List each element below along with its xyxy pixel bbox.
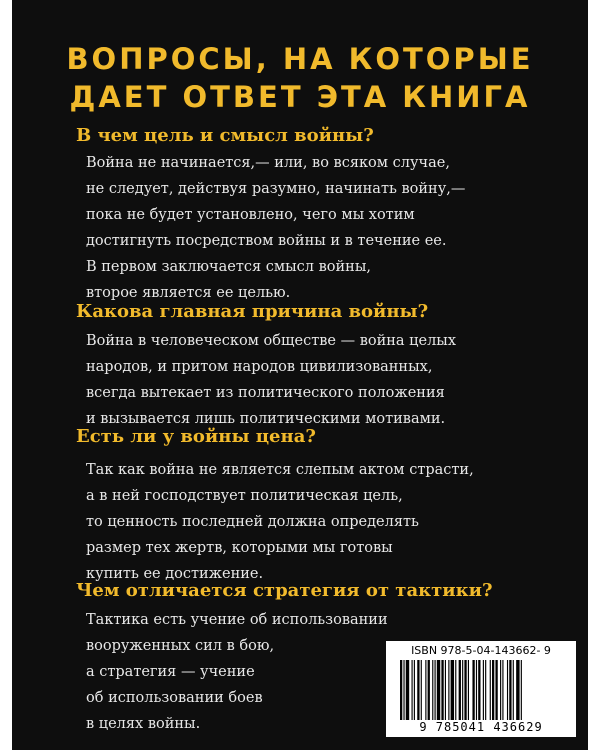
barcode-bar	[441, 660, 443, 720]
barcode-bar	[445, 660, 446, 720]
barcode-bar	[432, 660, 433, 720]
question-heading-3: Есть ли у войны цена?	[76, 426, 316, 447]
answer-block-2	[86, 328, 456, 432]
answer-line: вооруженных сил в бою,	[86, 638, 275, 654]
barcode-bar	[448, 660, 449, 720]
cover-title	[12, 40, 588, 116]
title-line-2: ДАЕТ ОТВЕТ ЭТА КНИГА	[69, 80, 531, 114]
barcode-bar	[516, 660, 519, 720]
barcode-bar	[437, 660, 440, 720]
question-heading-1: В чем цель и смысл войны?	[76, 125, 374, 146]
answer-line: пока не будет установлено, чего мы хотим	[86, 207, 415, 223]
barcode-bar	[428, 660, 430, 720]
question-heading-2: Какова главная причина войны?	[76, 301, 429, 322]
barcode-bar	[502, 660, 503, 720]
title-line-1: ВОПРОСЫ, НА КОТОРЫЕ	[66, 42, 534, 76]
barcode-bar	[476, 660, 477, 720]
isbn-label: ISBN 978-5-04-143662- 9	[411, 644, 551, 657]
barcode-bar	[412, 660, 413, 720]
answer-line: не следует, действуя разумно, начинать войну,—	[86, 181, 466, 197]
answer-block-3	[86, 457, 474, 587]
barcode-bar	[483, 660, 484, 720]
answer-line: достигнуть посредством войны и в течение ее.	[86, 233, 447, 249]
barcode-bar	[521, 660, 522, 720]
barcode-bar	[485, 660, 486, 720]
barcode-bar	[513, 660, 514, 720]
barcode-bar	[500, 660, 501, 720]
answer-line: Тактика есть учение об использовании	[86, 612, 388, 628]
barcode-digits: 9 785041 436629	[419, 720, 543, 734]
barcode-bar	[400, 660, 402, 720]
barcode-bars	[398, 660, 570, 720]
barcode-bar	[451, 660, 454, 720]
barcode-bar	[464, 660, 466, 720]
answer-line: купить ее достижение.	[86, 566, 264, 582]
answer-block-1	[86, 150, 465, 306]
barcode-bar	[472, 660, 474, 720]
answer-line: Война в человеческом обществе — война целых	[86, 333, 456, 349]
answer-line: то ценность последней должна определять	[86, 514, 419, 530]
barcode-bar	[414, 660, 415, 720]
answer-line: В первом заключается смысл войны,	[86, 259, 371, 275]
barcode-bar	[455, 660, 456, 720]
barcode-bar	[435, 660, 436, 720]
barcode-bar	[468, 660, 469, 720]
barcode-bar	[425, 660, 426, 720]
barcode-bar	[507, 660, 508, 720]
answer-block-4	[86, 607, 388, 737]
answer-line: Война не начинается,— или, во всяком случае,	[86, 155, 450, 171]
answer-line: всегда вытекает из политического положения	[86, 385, 445, 401]
answer-line: размер тех жертв, которыми мы готовы	[86, 540, 393, 556]
question-heading-4: Чем отличается стратегия от тактики?	[76, 580, 493, 601]
barcode-bar	[403, 660, 404, 720]
answer-line: а стратегия — учение	[86, 664, 255, 680]
answer-line: а в ней господствует политическая цель,	[86, 488, 403, 504]
answer-line: об использовании боев	[86, 690, 263, 706]
barcode-bar	[495, 660, 497, 720]
barcode-bar	[509, 660, 511, 720]
barcode-bar	[421, 660, 422, 720]
barcode-bar	[462, 660, 463, 720]
barcode-bar	[406, 660, 409, 720]
answer-line: в целях войны.	[86, 716, 201, 732]
barcode-bar	[490, 660, 491, 720]
book-back-cover	[12, 0, 588, 750]
answer-line: Так как война не является слепым актом страсти,	[86, 462, 474, 478]
barcode-bar	[478, 660, 480, 720]
barcode-bar	[459, 660, 461, 720]
isbn-barcode	[386, 641, 576, 737]
answer-line: народов, и притом народов цивилизованных,	[86, 359, 433, 375]
answer-line: второе является ее целью.	[86, 285, 291, 301]
answer-line: и вызывается лишь политическими мотивами.	[86, 411, 446, 427]
barcode-bar	[492, 660, 494, 720]
barcode-bar	[417, 660, 419, 720]
